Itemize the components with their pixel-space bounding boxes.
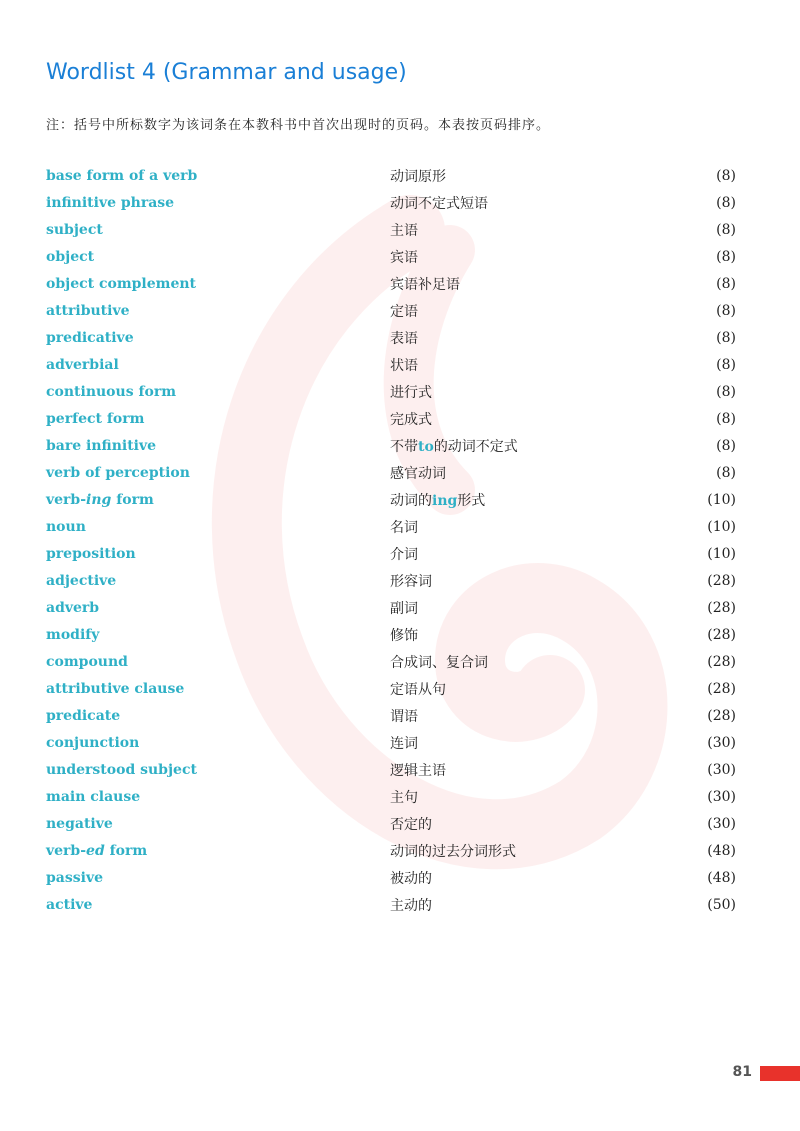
page-reference: (48) <box>707 869 736 886</box>
wordlist-row <box>46 486 736 513</box>
page-reference: (8) <box>716 302 736 319</box>
wordlist-row <box>46 270 736 297</box>
wordlist-row <box>46 837 736 864</box>
term-english: base form of a verb <box>46 167 198 184</box>
page-reference: (8) <box>716 167 736 184</box>
term-english: adjective <box>46 572 117 589</box>
term-chinese: 定语从句 <box>390 681 446 698</box>
page-reference: (8) <box>716 383 736 400</box>
term-english: compound <box>46 653 128 670</box>
term-english: passive <box>46 869 103 886</box>
term-chinese: 否定的 <box>390 816 432 833</box>
term-chinese: 动词不定式短语 <box>390 195 488 212</box>
term-english: predicate <box>46 707 121 724</box>
page-reference: (10) <box>707 518 736 535</box>
wordlist-row <box>46 729 736 756</box>
term-english: continuous form <box>46 383 177 400</box>
term-chinese: 形容词 <box>390 573 432 590</box>
term-chinese: 逻辑主语 <box>390 762 446 779</box>
term-chinese: 主句 <box>390 789 418 806</box>
term-chinese: 主语 <box>390 222 418 239</box>
page-reference: (30) <box>707 734 736 751</box>
page-reference: (28) <box>707 599 736 616</box>
page-reference: (50) <box>707 896 736 913</box>
term-english: perfect form <box>46 410 145 427</box>
page-reference: (8) <box>716 356 736 373</box>
wordlist-row <box>46 216 736 243</box>
term-chinese: 动词原形 <box>390 168 446 185</box>
wordlist-row <box>46 594 736 621</box>
term-english <box>46 492 390 508</box>
term-english: predicative <box>46 329 134 346</box>
term-chinese: 谓语 <box>390 708 418 725</box>
term-english: main clause <box>46 788 141 805</box>
term-part: verb- <box>46 491 87 508</box>
term-chinese: 状语 <box>390 357 418 374</box>
term-chinese: 完成式 <box>390 411 432 428</box>
cn-part: 的动词不定式 <box>433 438 518 455</box>
wordlist-row <box>46 513 736 540</box>
wordlist-row <box>46 162 736 189</box>
term-chinese: 修饰 <box>390 627 418 644</box>
term-part: form <box>111 491 154 508</box>
term-chinese: 定语 <box>390 303 418 320</box>
term-english: active <box>46 896 93 913</box>
page-reference: (8) <box>716 248 736 265</box>
term-english: bare infinitive <box>46 437 157 454</box>
page-reference: (30) <box>707 815 736 832</box>
wordlist-row <box>46 243 736 270</box>
page-reference: (8) <box>716 464 736 481</box>
wordlist <box>46 162 736 918</box>
wordlist-row <box>46 324 736 351</box>
wordlist-row <box>46 351 736 378</box>
wordlist-row <box>46 378 736 405</box>
term-chinese: 合成词、复合词 <box>390 654 488 671</box>
term-chinese: 进行式 <box>390 384 432 401</box>
page-reference: (28) <box>707 653 736 670</box>
page-reference: (8) <box>716 275 736 292</box>
term-english: object complement <box>46 275 197 292</box>
term-chinese <box>390 436 680 456</box>
term-english: understood subject <box>46 761 197 778</box>
page-reference: (48) <box>707 842 736 859</box>
cn-part: 不带 <box>390 438 418 455</box>
note-text: 注：括号中所标数字为该词条在本教科书中首次出现时的页码。本表按页码排序。 <box>46 118 551 133</box>
wordlist-row <box>46 702 736 729</box>
term-english <box>46 843 390 859</box>
wordlist-row <box>46 675 736 702</box>
term-english: negative <box>46 815 113 832</box>
term-english: modify <box>46 626 100 643</box>
wordlist-row <box>46 459 736 486</box>
term-english: noun <box>46 518 86 535</box>
page-reference: (8) <box>716 410 736 427</box>
wordlist-row <box>46 783 736 810</box>
cn-highlight: ing <box>432 492 458 509</box>
cn-part: 形式 <box>457 492 486 509</box>
page-reference: (30) <box>707 761 736 778</box>
page-reference: (30) <box>707 788 736 805</box>
page-reference: (10) <box>707 491 736 508</box>
wordlist-row <box>46 648 736 675</box>
page-number: 81 <box>732 1064 752 1080</box>
wordlist-row <box>46 432 736 459</box>
term-italic: ing <box>86 491 112 508</box>
term-chinese <box>390 490 680 510</box>
page-number-bar <box>760 1066 800 1081</box>
wordlist-row <box>46 621 736 648</box>
term-english: verb of perception <box>46 464 190 481</box>
page-reference: (28) <box>707 572 736 589</box>
page-reference: (8) <box>716 194 736 211</box>
wordlist-row <box>46 297 736 324</box>
wordlist-row <box>46 189 736 216</box>
term-chinese: 副词 <box>390 600 418 617</box>
term-chinese: 动词的过去分词形式 <box>390 843 516 860</box>
term-english: adverbial <box>46 356 119 373</box>
page-reference: (10) <box>707 545 736 562</box>
term-chinese: 宾语补足语 <box>390 276 460 293</box>
wordlist-row <box>46 405 736 432</box>
term-part: form <box>104 842 148 859</box>
term-english: attributive <box>46 302 130 319</box>
term-english: conjunction <box>46 734 140 751</box>
term-english: adverb <box>46 599 100 616</box>
page-reference: (28) <box>707 707 736 724</box>
term-chinese: 名词 <box>390 519 418 536</box>
term-chinese: 被动的 <box>390 870 432 887</box>
term-chinese: 感官动词 <box>390 465 446 482</box>
term-chinese: 表语 <box>390 330 418 347</box>
wordlist-row <box>46 810 736 837</box>
term-english: subject <box>46 221 103 238</box>
term-english: object <box>46 248 95 265</box>
cn-highlight: to <box>418 438 434 455</box>
term-english: preposition <box>46 545 136 562</box>
wordlist-row <box>46 891 736 918</box>
term-part: verb- <box>46 842 87 859</box>
term-chinese: 主动的 <box>390 897 432 914</box>
term-chinese: 宾语 <box>390 249 418 266</box>
term-chinese: 连词 <box>390 735 418 752</box>
page-reference: (8) <box>716 221 736 238</box>
wordlist-row <box>46 756 736 783</box>
term-english: attributive clause <box>46 680 185 697</box>
wordlist-row <box>46 567 736 594</box>
cn-part: 动词的 <box>390 492 432 509</box>
page-reference: (28) <box>707 626 736 643</box>
wordlist-row <box>46 540 736 567</box>
term-italic: ed <box>86 842 105 859</box>
page-title: Wordlist 4 (Grammar and usage) <box>46 60 407 85</box>
wordlist-row <box>46 864 736 891</box>
term-english: infinitive phrase <box>46 194 175 211</box>
page-reference: (8) <box>716 329 736 346</box>
term-chinese: 介词 <box>390 546 418 563</box>
page-reference: (28) <box>707 680 736 697</box>
page-reference: (8) <box>716 437 736 454</box>
